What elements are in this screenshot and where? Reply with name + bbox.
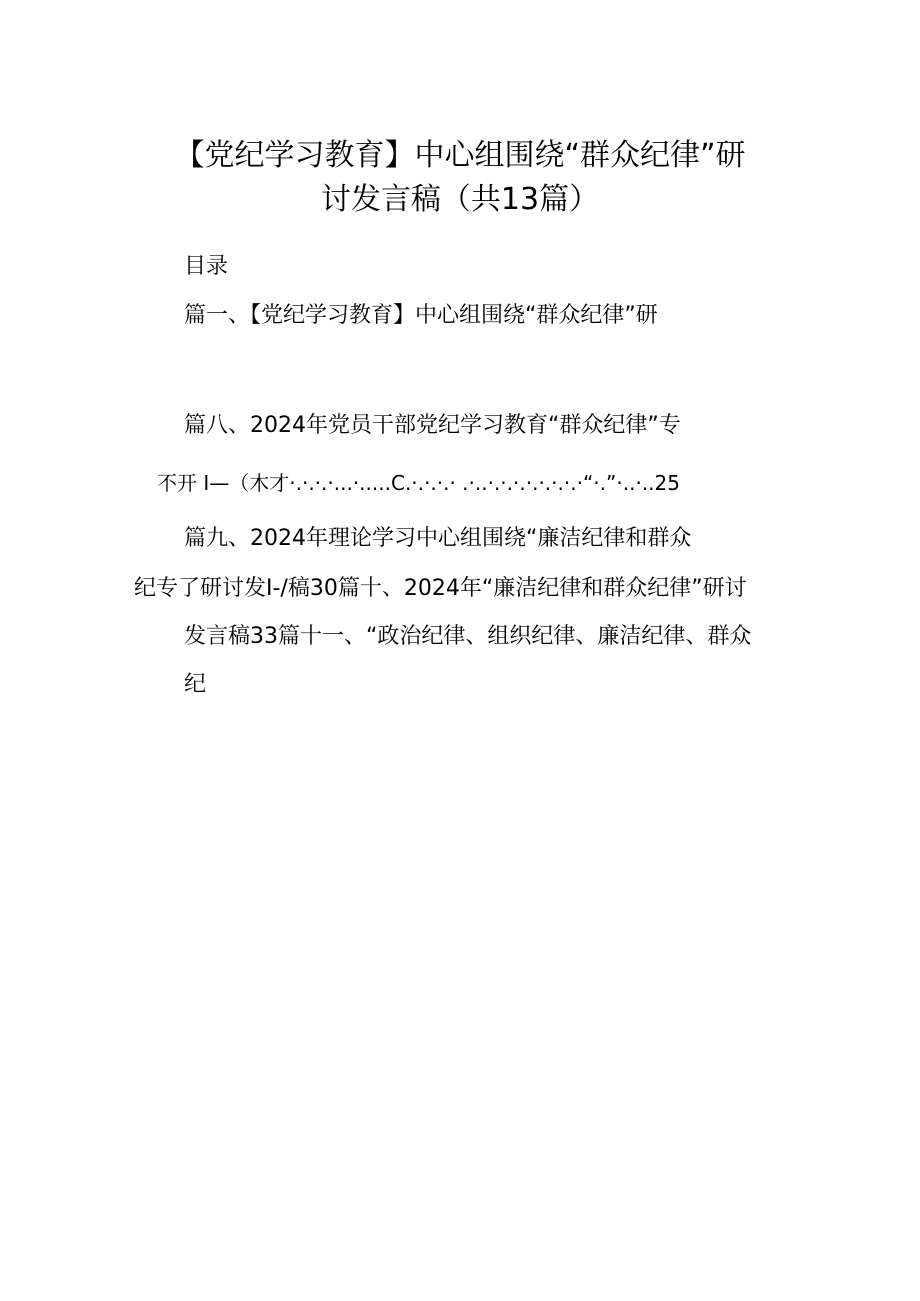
document-title-line-1: 【党纪学习教育】中心组围绕“群众纪律”研: [174, 138, 746, 173]
toc-entry: 发言稿33篇十一、“政治纪律、组织纪律、廉洁纪律、群众: [184, 624, 752, 649]
toc-entry: 篇一、【党纪学习教育】中心组围绕“群众纪律”研: [184, 303, 658, 328]
toc-entry: 篇八、2024年党员干部党纪学习教育“群众纪律”专: [184, 413, 681, 438]
toc-entry: 纪: [184, 672, 207, 697]
toc-entry: 纪专了研讨发I-/稿30篇十、2024年“廉洁纪律和群众纪律”研讨: [134, 576, 747, 601]
toc-entry: 篇九、2024年理论学习中心组围绕“廉洁纪律和群众: [184, 526, 692, 551]
document-title-line-2: 讨发言稿（共13篇）: [320, 182, 600, 217]
toc-entry-page-leader: 不开 I—（木才·.·.·.·...·.....C.·.·.·.· .·..·.·.·.·.·.·.·.·“·.”·..·..25: [157, 471, 680, 495]
toc-heading: 目录: [184, 254, 229, 279]
